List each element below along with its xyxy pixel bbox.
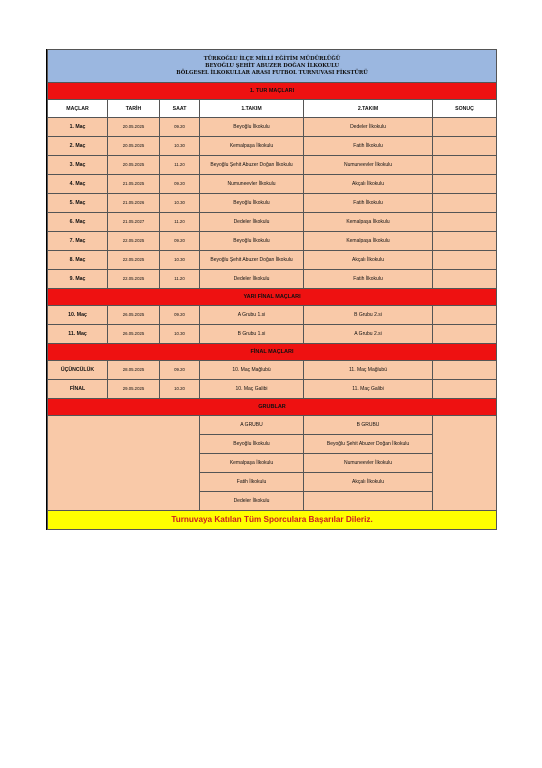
match-name: 9. Maç: [48, 270, 108, 289]
match-row: [48, 175, 497, 194]
section-final: [48, 344, 497, 361]
match-name: 2. Maç: [48, 137, 108, 156]
match-team1: B Grubu 1.si: [200, 325, 304, 344]
groups-right-blank: [433, 416, 497, 511]
match-time: 10.30: [160, 251, 200, 270]
section-semifinal: [48, 289, 497, 306]
section-round1-label: 1. TUR MAÇLARI: [48, 83, 497, 100]
match-time: 11.20: [160, 213, 200, 232]
match-team1: 10. Maç Galibi: [200, 380, 304, 399]
title-line-3: BÖLGESEL İLKOKULLAR ARASI FUTBOL TURNUVASI FİKSTÜRÜ: [176, 69, 368, 76]
title-block: [48, 50, 497, 83]
match-name: ÜÇÜNCÜLÜK: [48, 361, 108, 380]
match-team2: Kemalpaşa İlkokulu: [304, 232, 433, 251]
match-result: [433, 270, 497, 289]
match-name: 10. Maç: [48, 306, 108, 325]
match-team2: A Grubu 2.si: [304, 325, 433, 344]
match-row: [48, 380, 497, 399]
match-row: [48, 118, 497, 137]
match-team1: Beyoğlu İlkokulu: [200, 118, 304, 137]
match-team2: Fatih İlkokulu: [304, 137, 433, 156]
match-team1: Kemalpaşa İlkokulu: [200, 137, 304, 156]
group-a-team: Dedeler İlkokulu: [200, 492, 304, 511]
match-team1: Beyoğlu Şehit Abuzer Doğan İlkokulu: [200, 251, 304, 270]
group-b-team: Beyoğlu Şehit Abuzer Doğan İlkokulu: [304, 435, 433, 454]
col-header-date: TARİH: [108, 100, 160, 118]
section-groups-label: GRUBLAR: [48, 399, 497, 416]
match-date: 22.05.2025: [108, 232, 160, 251]
match-time: 11.20: [160, 156, 200, 175]
match-row: [48, 137, 497, 156]
match-row: [48, 232, 497, 251]
section-groups: [48, 399, 497, 416]
match-date: 29.05.2025: [108, 380, 160, 399]
match-date: 20.05.2025: [108, 118, 160, 137]
match-team2: Numuneevler İlkokulu: [304, 156, 433, 175]
match-date: 21.05.2026: [108, 194, 160, 213]
match-team2: Akçalı İlkokulu: [304, 175, 433, 194]
group-row: [48, 416, 497, 435]
match-team2: Kemalpaşa İlkokulu: [304, 213, 433, 232]
footer-message: Turnuvaya Katılan Tüm Sporculara Başarılar Dileriz.: [48, 511, 497, 530]
match-date: 20.05.2025: [108, 156, 160, 175]
match-time: 09.20: [160, 306, 200, 325]
match-time: 09.20: [160, 118, 200, 137]
group-b-title: B GRUBU: [304, 416, 433, 435]
match-result: [433, 118, 497, 137]
fixture-table: [47, 49, 497, 530]
group-b-team: Akçalı İlkokulu: [304, 473, 433, 492]
group-b-team: [304, 492, 433, 511]
match-row: [48, 213, 497, 232]
section-round1: [48, 83, 497, 100]
match-team2: Dedeler İlkokulu: [304, 118, 433, 137]
group-a-team: Kemalpaşa İlkokulu: [200, 454, 304, 473]
match-time: 09.20: [160, 232, 200, 251]
group-a-title: A GRUBU: [200, 416, 304, 435]
match-team1: Beyoğlu İlkokulu: [200, 232, 304, 251]
match-date: 28.05.2025: [108, 361, 160, 380]
match-name: FİNAL: [48, 380, 108, 399]
match-date: 21.05.2025: [108, 175, 160, 194]
col-header-result: SONUÇ: [433, 100, 497, 118]
match-date: 26.05.2025: [108, 325, 160, 344]
match-result: [433, 306, 497, 325]
match-time: 09.20: [160, 175, 200, 194]
col-header-time: SAAT: [160, 100, 200, 118]
match-date: 21.05.2027: [108, 213, 160, 232]
match-team2: 11. Maç Mağlubü: [304, 361, 433, 380]
match-result: [433, 156, 497, 175]
match-result: [433, 232, 497, 251]
match-name: 11. Maç: [48, 325, 108, 344]
match-team1: Numuneevler İlkokulu: [200, 175, 304, 194]
groups-left-blank: [48, 416, 200, 511]
match-name: 3. Maç: [48, 156, 108, 175]
match-team2: Fatih İlkokulu: [304, 270, 433, 289]
match-team1: Dedeler İlkokulu: [200, 213, 304, 232]
match-row: [48, 251, 497, 270]
match-date: 22.05.2025: [108, 270, 160, 289]
match-time: 10.20: [160, 380, 200, 399]
match-time: 11.20: [160, 270, 200, 289]
match-result: [433, 251, 497, 270]
match-team2: Akçalı İlkokulu: [304, 251, 433, 270]
match-name: 1. Maç: [48, 118, 108, 137]
footer-row: [48, 511, 497, 530]
match-result: [433, 175, 497, 194]
title-line-2: BEYOĞLU ŞEHİT ABUZER DOĞAN İLKOKULU: [205, 62, 339, 69]
match-team1: Beyoğlu Şehit Abuzer Doğan İlkokulu: [200, 156, 304, 175]
match-row: [48, 270, 497, 289]
match-time: 10.30: [160, 137, 200, 156]
section-final-label: FİNAL MAÇLARI: [48, 344, 497, 361]
match-team2: B Grubu 2.si: [304, 306, 433, 325]
match-result: [433, 380, 497, 399]
group-a-team: Beyoğlu İlkokulu: [200, 435, 304, 454]
match-name: 5. Maç: [48, 194, 108, 213]
match-row: [48, 306, 497, 325]
match-row: [48, 194, 497, 213]
match-team1: 10. Maç Mağlubü: [200, 361, 304, 380]
match-result: [433, 325, 497, 344]
match-row: [48, 361, 497, 380]
match-date: 20.05.2025: [108, 137, 160, 156]
match-team1: A Grubu 1.si: [200, 306, 304, 325]
match-team1: Beyoğlu İlkokulu: [200, 194, 304, 213]
fixture-sheet: [46, 49, 497, 530]
section-semifinal-label: YARI FİNAL MAÇLARI: [48, 289, 497, 306]
match-team2: 11. Maç Galibi: [304, 380, 433, 399]
col-header-team2: 2.TAKIM: [304, 100, 433, 118]
group-a-team: Fatih İlkokulu: [200, 473, 304, 492]
column-headers: [48, 100, 497, 118]
title-line-1: TÜRKOĞLU İLÇE MİLLİ EĞİTİM MÜDÜRLÜĞÜ: [203, 55, 341, 62]
match-row: [48, 156, 497, 175]
match-result: [433, 361, 497, 380]
match-row: [48, 325, 497, 344]
match-time: 09.20: [160, 361, 200, 380]
col-header-team1: 1.TAKIM: [200, 100, 304, 118]
match-time: 10.30: [160, 325, 200, 344]
match-result: [433, 194, 497, 213]
match-name: 7. Maç: [48, 232, 108, 251]
match-date: 22.05.2025: [108, 251, 160, 270]
match-date: 26.05.2025: [108, 306, 160, 325]
match-name: 6. Maç: [48, 213, 108, 232]
match-result: [433, 137, 497, 156]
match-time: 10.30: [160, 194, 200, 213]
col-header-matches: MAÇLAR: [48, 100, 108, 118]
match-name: 8. Maç: [48, 251, 108, 270]
match-team2: Fatih İlkokulu: [304, 194, 433, 213]
match-team1: Dedeler İlkokulu: [200, 270, 304, 289]
match-name: 4. Maç: [48, 175, 108, 194]
group-b-team: Numuneevler İlkokulu: [304, 454, 433, 473]
match-result: [433, 213, 497, 232]
